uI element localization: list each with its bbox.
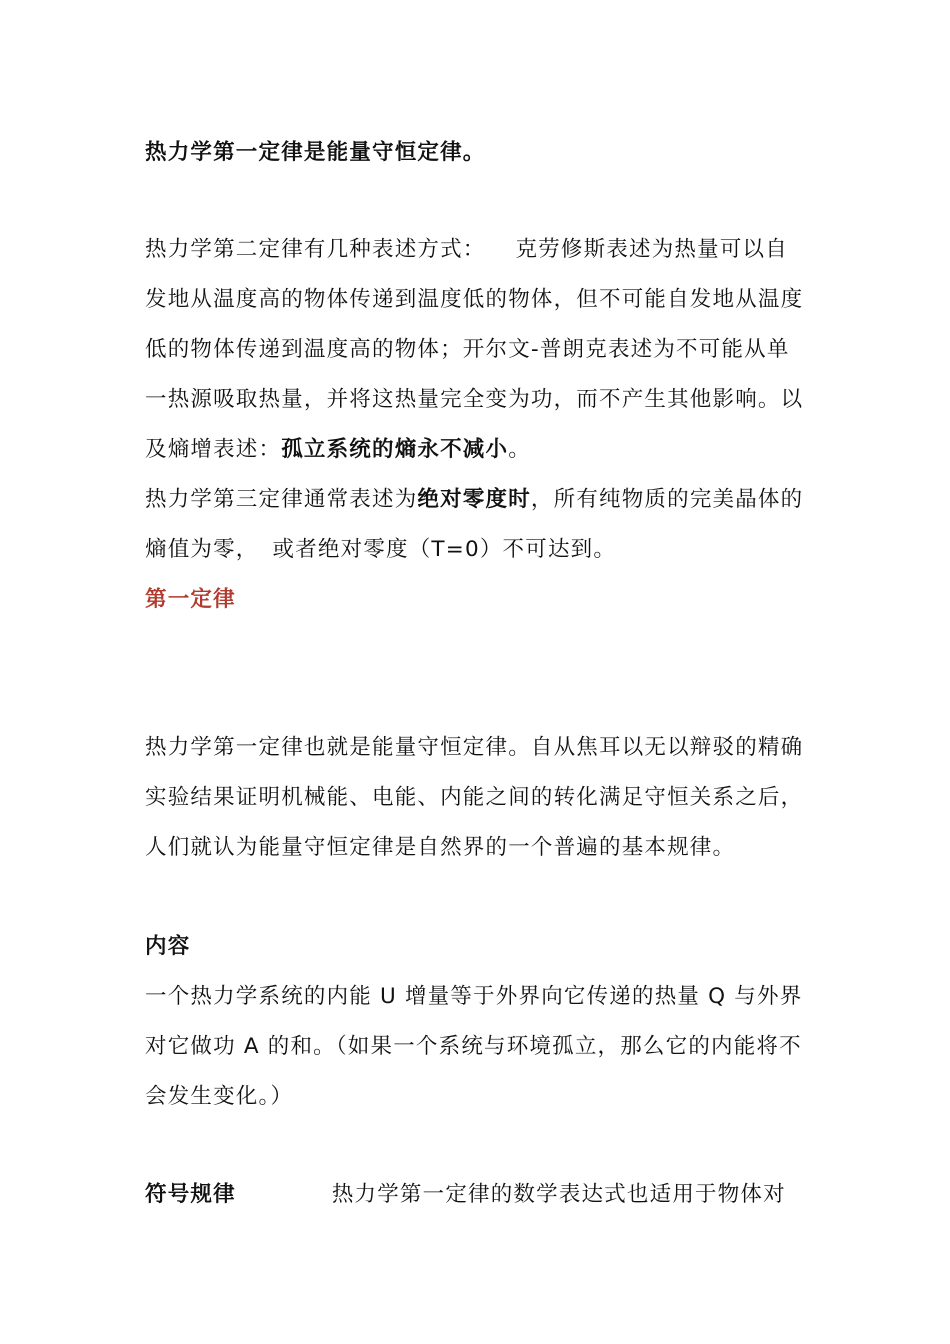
first-law-heading: [145, 128, 810, 178]
third-law-before: 热力学第三定律通常表述为: [145, 487, 418, 512]
third-law-after: ，所有纯物质的完美晶体的熵值为零，: [145, 487, 804, 562]
content-title: [145, 922, 810, 972]
content-body-text: 一个热力学系统的内能 U 增量等于外界向它传递的热量 Q 与外界对它做功 A 的和。（如果一个系统与环境孤立，那么它的内能将不会发生变化。）: [145, 984, 803, 1109]
absolute-zero-bold: 绝对零度时: [417, 487, 531, 512]
first-law-body-text: 热力学第一定律也就是能量守恒定律。自从焦耳以无以辩驳的精确实验结果证明机械能、电能、内能之间的转化满足守恒关系之后，人们就认为能量守恒定律是自然界的一个普遍的基本规律。: [145, 735, 804, 860]
third-law-paragraph: [145, 475, 810, 575]
second-law-intro: 热力学第二定律有几种表述方式：: [145, 237, 486, 262]
content-body: [145, 972, 810, 1122]
second-law-end: 。: [508, 437, 531, 462]
sign-rule-text: 热力学第一定律的数学表达式也适用于物体对: [331, 1182, 786, 1207]
sign-rule-paragraph: [145, 1170, 810, 1220]
section-title-text: 第一定律: [145, 587, 236, 612]
entropy-statement-bold: 孤立系统的熵永不减小: [281, 437, 509, 462]
second-law-text: 克劳修斯表述为热量可以自发地从温度高的物体传递到温度低的物体，但不可能自发地从温度低的物体传递到温度高的物体；开尔文-普朗克表述为不可能从单一热源吸取热量，并将这热量完全变为功，而不产生其他影响。以及熵增表述：: [145, 237, 804, 462]
first-law-heading-text: 热力学第一定律是能量守恒定律。: [145, 140, 486, 165]
second-law-paragraph: [145, 225, 810, 475]
content-title-text: 内容: [145, 934, 191, 959]
third-law-tail: 或者绝对零度（T=0）不可达到。: [272, 537, 617, 562]
first-law-body: [145, 723, 810, 873]
sign-rule-title: 符号规律: [145, 1182, 236, 1207]
section-title-first-law: [145, 575, 810, 625]
